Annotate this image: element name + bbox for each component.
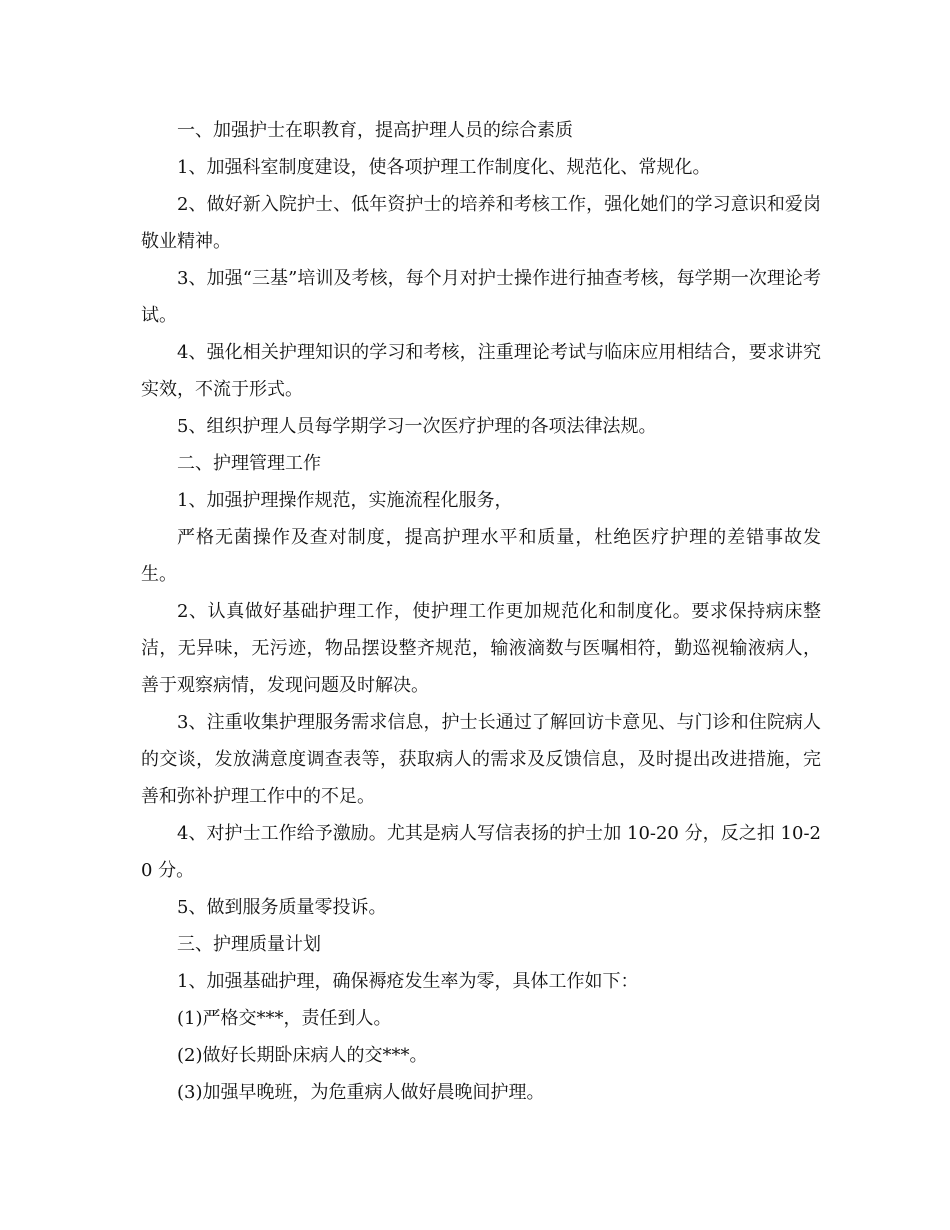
section-heading-2: 二、护理管理工作 [177,453,321,474]
paragraph-1-2: 2、做好新入院护士、低年资护士的培养和考核工作，强化她们的学习意识和爱岗敬业精神。 [141,194,821,252]
paragraph-1-3: 3、加强“三基”培训及考核，每个月对护士操作进行抽查考核，每学期一次理论考试。 [141,268,821,326]
paragraph-2-1: 1、加强护理操作规范，实施流程化服务， [177,490,513,511]
list-item-3-1-3: (3)加强早晚班，为危重病人做好晨晚间护理。 [177,1082,545,1103]
paragraph-3-1: 1、加强基础护理，确保褥疮发生率为零，具体工作如下： [177,971,639,992]
paragraph-2-1-continued: 严格无菌操作及查对制度，提高护理水平和质量，杜绝医疗护理的差错事故发生。 [141,527,821,585]
section-heading-1: 一、加强护士在职教育，提高护理人员的综合素质 [177,120,573,141]
paragraph-2-2: 2、认真做好基础护理工作，使护理工作更加规范化和制度化。要求保持病床整洁，无异味，无污迹，物品摆设整齐规范，输液滴数与医嘱相符，勤巡视输液病人，善于观察病情，发现问题及时解决。 [141,601,821,696]
paragraph-1-5: 5、组织护理人员每学期学习一次医疗护理的各项法律法规。 [177,416,657,437]
document-body [141,112,821,1111]
section-heading-3: 三、护理质量计划 [177,934,321,955]
paragraph-2-4: 4、对护士工作给予激励。尤其是病人写信表扬的护士加 10-20 分，反之扣 10-20 分。 [141,823,821,881]
paragraph-2-5: 5、做到服务质量零投诉。 [177,897,387,918]
paragraph-1-1: 1、加强科室制度建设，使各项护理工作制度化、规范化、常规化。 [177,157,711,178]
list-item-3-1-1: (1)严格交***，责任到人。 [177,1008,392,1029]
list-item-3-1-2: (2)做好长期卧床病人的交***。 [177,1045,428,1066]
paragraph-2-3: 3、注重收集护理服务需求信息，护士长通过了解回访卡意见、与门诊和住院病人的交谈，发放满意度调查表等，获取病人的需求及反馈信息，及时提出改进措施，完善和弥补护理工作中的不足。 [141,712,821,807]
paragraph-1-4: 4、强化相关护理知识的学习和考核，注重理论考试与临床应用相结合，要求讲究实效，不流于形式。 [141,342,821,400]
